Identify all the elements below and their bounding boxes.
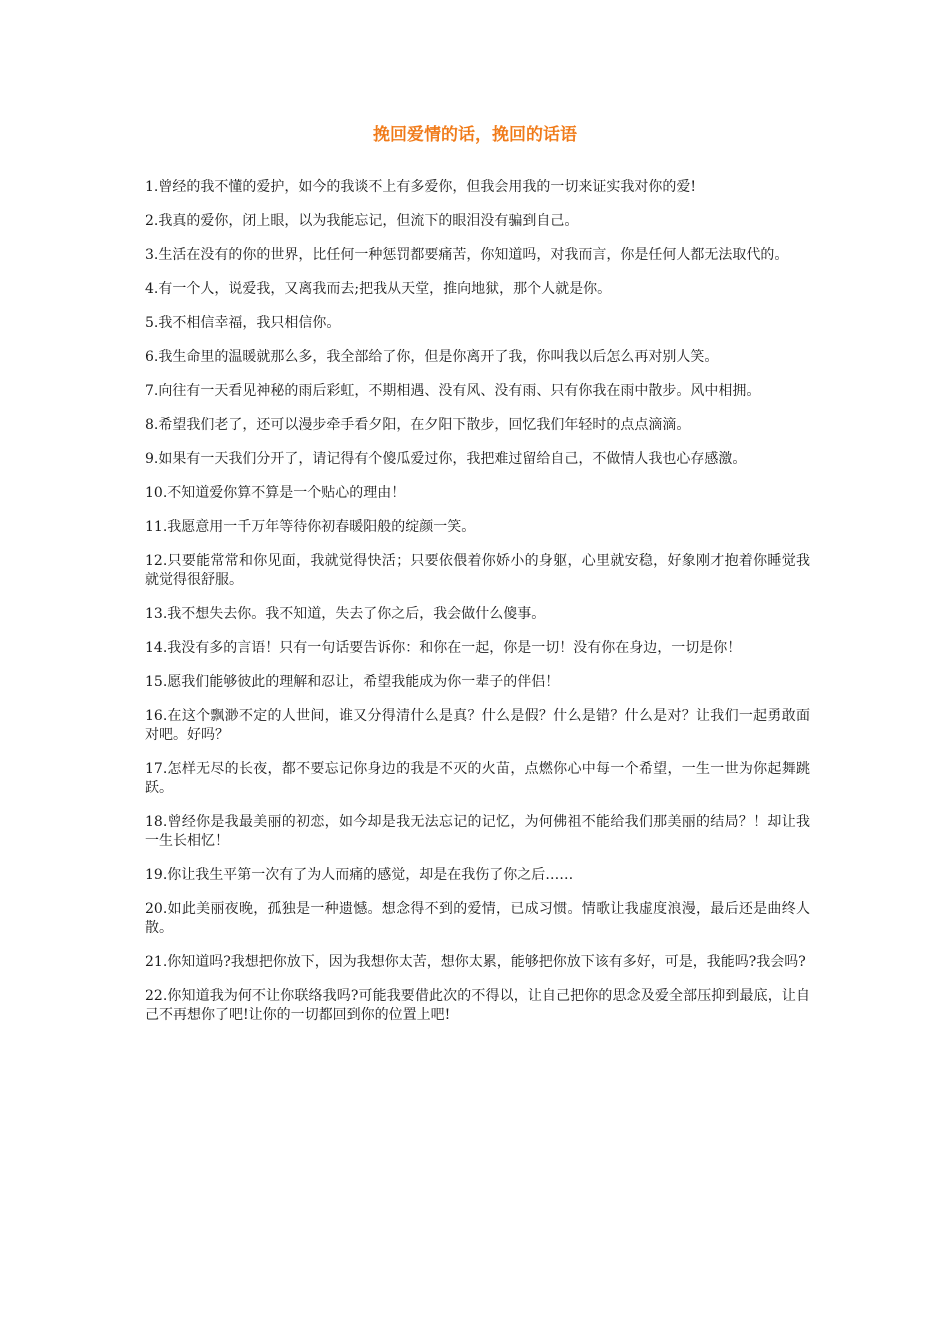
list-item: 6.我生命里的温暖就那么多，我全部给了你，但是你离开了我，你叫我以后怎么再对别人笑。 (145, 349, 719, 365)
document-title: 挽回爱情的话，挽回的话语 (373, 125, 577, 145)
list-item: 2.我真的爱你，闭上眼，以为我能忘记，但流下的眼泪没有骗到自己。 (145, 213, 579, 229)
list-item: 7.向往有一天看见神秘的雨后彩虹，不期相遇、没有风、没有雨、只有你我在雨中散步。风中相拥。 (145, 383, 761, 399)
list-item: 14.我没有多的言语！只有一句话要告诉你：和你在一起，你是一切！没有你在身边，一切是你！ (145, 640, 742, 656)
list-item: 4.有一个人，说爱我，又离我而去;把我从天堂，推向地狱，那个人就是你。 (145, 281, 612, 297)
list-item: 16.在这个飘渺不定的人世间，谁又分得清什么是真？什么是假？什么是错？什么是对？让我们一起勇敢面对吧。好吗？ (145, 708, 810, 743)
list-item: 12.只要能常常和你见面，我就觉得快活；只要依偎着你娇小的身躯，心里就安稳，好象刚才抱着你睡觉我就觉得很舒服。 (145, 553, 810, 588)
list-item: 13.我不想失去你。我不知道，失去了你之后，我会做什么傻事。 (145, 606, 546, 622)
list-item: 19.你让我生平第一次有了为人而痛的感觉，却是在我伤了你之后…… (145, 867, 574, 883)
phrase-list (145, 178, 810, 1040)
list-item: 17.怎样无尽的长夜，都不要忘记你身边的我是不灭的火苗，点燃你心中每一个希望，一生一世为你起舞跳跃。 (145, 761, 810, 796)
list-item: 20.如此美丽夜晚，孤独是一种遗憾。想念得不到的爱情，已成习惯。情歌让我虚度浪漫，最后还是曲终人散。 (145, 901, 810, 936)
list-item: 1.曾经的我不懂的爱护，如今的我谈不上有多爱你，但我会用我的一切来证实我对你的爱! (145, 179, 696, 195)
list-item: 21.你知道吗?我想把你放下，因为我想你太苦，想你太累，能够把你放下该有多好，可是，我能吗?我会吗? (145, 954, 806, 970)
list-item: 9.如果有一天我们分开了，请记得有个傻瓜爱过你，我把难过留给自己，不做情人我也心存感激。 (145, 451, 747, 467)
list-item: 15.愿我们能够彼此的理解和忍让，希望我能成为你一辈子的伴侣！ (145, 674, 560, 690)
list-item: 5.我不相信幸福，我只相信你。 (145, 315, 341, 331)
list-item: 22.你知道我为何不让你联络我吗?可能我要借此次的不得以，让自己把你的思念及爱全部压抑到最底，让自己不再想你了吧!让你的一切都回到你的位置上吧! (145, 988, 810, 1023)
list-item: 8.希望我们老了，还可以漫步牵手看夕阳，在夕阳下散步，回忆我们年轻时的点点滴滴。 (145, 417, 691, 433)
list-item: 3.生活在没有的你的世界，比任何一种惩罚都要痛苦，你知道吗，对我而言，你是任何人都无法取代的。 (145, 247, 789, 263)
list-item: 18.曾经你是我最美丽的初恋，如今却是我无法忘记的记忆，为何佛祖不能给我们那美丽的结局？！却让我一生长相忆！ (145, 814, 810, 849)
list-item: 11.我愿意用一千万年等待你初春暖阳般的绽颜一笑。 (145, 519, 476, 535)
list-item: 10.不知道爱你算不算是一个贴心的理由！ (145, 485, 406, 501)
